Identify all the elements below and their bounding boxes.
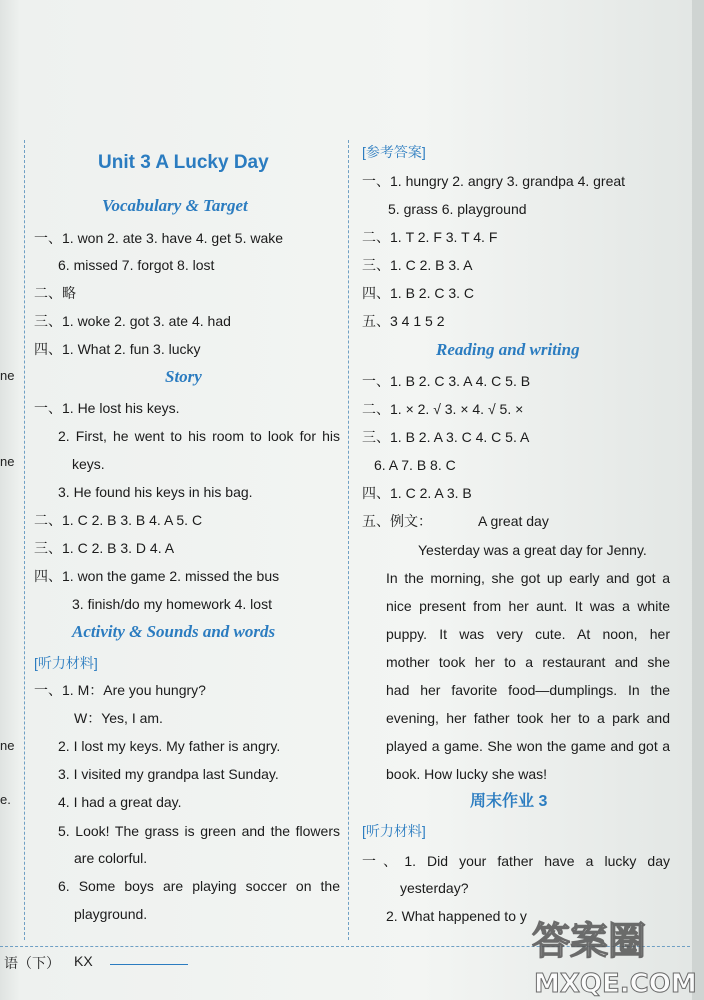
essay-line: book. How lucky she was! — [386, 766, 548, 782]
answer-line: 五、3 4 1 5 2 — [362, 313, 445, 329]
listening-line: 一、1. M：Are you hungry? — [34, 682, 206, 698]
essay-line: evening, her father took her to a park and — [386, 710, 670, 726]
sample-essay-title: A great day — [478, 513, 549, 529]
answer-line: keys. — [72, 456, 105, 472]
sample-essay-label: 五、例文： — [362, 513, 432, 529]
answer-line: 三、1. C 2. B 3. D 4. A — [34, 540, 175, 556]
answer-line: 三、1. B 2. A 3. C 4. C 5. A — [362, 429, 530, 445]
essay-line: Yesterday was a great day for Jenny. — [418, 542, 647, 558]
answer-line: 二、略 — [34, 285, 76, 301]
unit-title: Unit 3 A Lucky Day — [98, 152, 269, 173]
weekend-homework-title: 周末作业 3 — [470, 793, 548, 810]
essay-line: In the morning, she got up early and got a — [386, 570, 670, 586]
column-divider — [348, 140, 349, 940]
listening-line: 2. What happened to y — [386, 908, 527, 924]
essay-line: mother took her to a restaurant and she — [386, 654, 670, 670]
answer-line: 一、1. He lost his keys. — [34, 400, 180, 416]
listening-line: 5. Look! The grass is green and the flowers — [58, 823, 340, 839]
answer-line: 2. First, he went to his room to look for his — [58, 428, 340, 444]
watermark-text-top: 答案圈 — [532, 919, 647, 963]
listening-line: 4. I had a great day. — [58, 794, 182, 810]
listening-line: 6. Some boys are playing soccer on the — [58, 878, 340, 894]
section-title-reading-writing: Reading and writing — [436, 340, 580, 359]
margin-fragment: ne — [0, 738, 15, 753]
essay-line: played a game. She won the game and got a — [386, 738, 670, 754]
answer-line: 二、1. C 2. B 3. B 4. A 5. C — [34, 512, 203, 528]
listening-line: are colorful. — [74, 850, 148, 866]
answer-line: 3. finish/do my homework 4. lost — [72, 596, 272, 612]
answer-line: 5. grass 6. playground — [388, 201, 527, 217]
answer-line: 二、1. × 2. √ 3. × 4. √ 5. × — [362, 401, 524, 417]
reference-answers-label: [参考答案] — [362, 144, 426, 160]
section-title-vocabulary: Vocabulary & Target — [102, 196, 248, 215]
margin-fragment: e. — [0, 792, 11, 807]
answer-line: 一、1. won 2. ate 3. have 4. get 5. wake — [34, 230, 284, 246]
listening-line: playground. — [74, 906, 148, 922]
margin-fragment: ne — [0, 454, 15, 469]
margin-fragment: ne — [0, 368, 15, 383]
watermark-logo — [528, 904, 700, 1000]
listening-material-label: [听力材料] — [362, 823, 426, 839]
answer-line: 二、1. T 2. F 3. T 4. F — [362, 229, 498, 245]
footer-book-title: 语（下） — [4, 955, 60, 971]
listening-line: yesterday? — [400, 880, 469, 896]
answer-line: 四、1. won the game 2. missed the bus — [34, 568, 280, 584]
listening-material-label: [听力材料] — [34, 655, 98, 671]
listening-line: 3. I visited my grandpa last Sunday. — [58, 766, 279, 782]
left-margin-rule — [24, 140, 25, 940]
section-title-activity: Activity & Sounds and words — [72, 622, 276, 641]
essay-line: nice present from her aunt. It was a white — [386, 598, 670, 614]
answer-line: 一、1. hungry 2. angry 3. grandpa 4. great — [362, 173, 626, 189]
footer-underline — [110, 964, 188, 965]
answer-line: 3. He found his keys in his bag. — [58, 484, 253, 500]
footer-code: KX — [74, 953, 93, 969]
page-edge-shadow — [692, 0, 704, 1000]
listening-line: 2. I lost my keys. My father is angry. — [58, 738, 281, 754]
essay-line: puppy. It was very cute. At noon, her — [386, 626, 670, 642]
answer-line: 三、1. C 2. B 3. A — [362, 257, 473, 273]
section-title-story: Story — [165, 367, 202, 386]
essay-line: had her favorite food—dumplings. In the — [386, 682, 670, 698]
answer-line: 四、1. What 2. fun 3. lucky — [34, 341, 201, 357]
watermark-text-bottom: MXQE.COM — [534, 969, 697, 999]
listening-line: W：Yes, I am. — [74, 710, 163, 726]
answer-line: 6. A 7. B 8. C — [374, 457, 456, 473]
answer-line: 一、1. B 2. C 3. A 4. C 5. B — [362, 373, 531, 389]
answer-line: 三、1. woke 2. got 3. ate 4. had — [34, 313, 231, 329]
answer-line: 6. missed 7. forgot 8. lost — [58, 257, 215, 273]
answer-line: 四、1. B 2. C 3. C — [362, 285, 475, 301]
answer-line: 四、1. C 2. A 3. B — [362, 485, 472, 501]
listening-line: 一、1. Did your father have a lucky day — [362, 853, 670, 869]
